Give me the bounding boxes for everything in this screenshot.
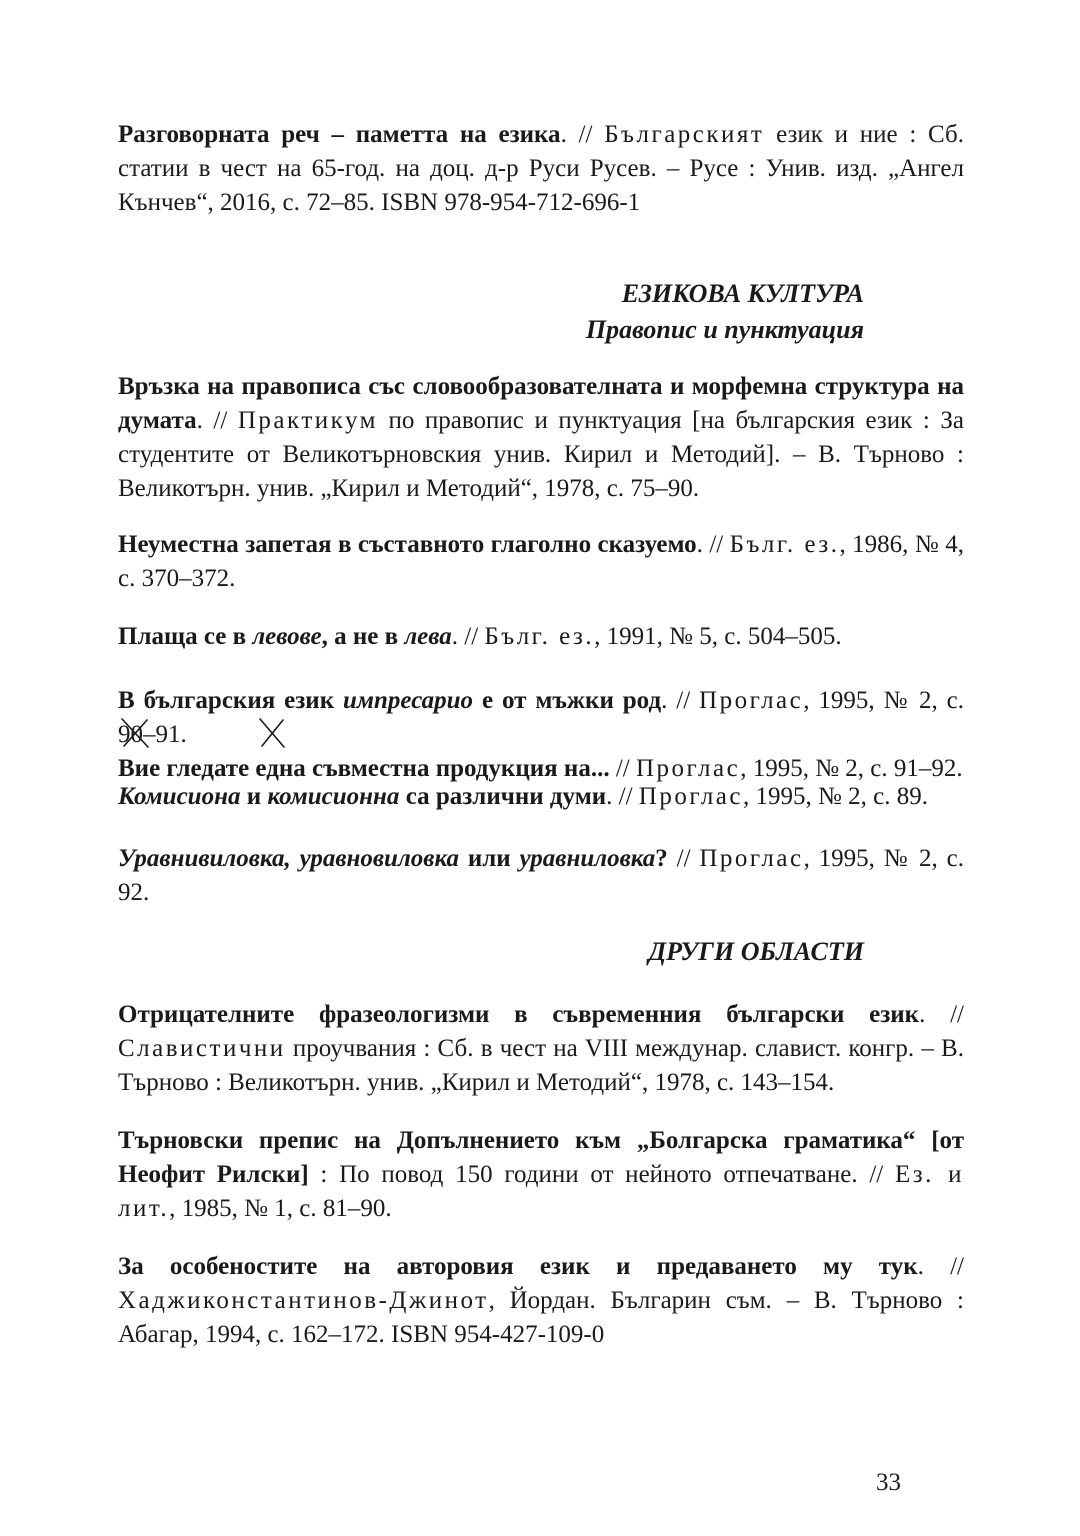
entry-separator: //	[667, 845, 700, 872]
bib-entry-uravnilovka	[118, 842, 964, 910]
entry-title-italic: Уравнивиловка	[118, 845, 285, 872]
entry-subtitle: : По повод 150 години от нейното отпечатване. //	[308, 1161, 895, 1188]
entry-details: , 1985, № 1, с. 81–90.	[169, 1195, 392, 1222]
entry-details: , Йордан. Българин съм. – В. Търново : Абагар, 1994, с. 162–172. ISBN 954-427-109-0	[118, 1287, 964, 1348]
bib-entry-vrazka	[118, 370, 964, 506]
entry-details: проучвания : Сб. в чест на VIII междунар. славист. конгр. – В. Търново : Великотърн. унив. „Кирил и Методий“, 1978, с. 143–154.	[118, 1035, 964, 1096]
section-subtitle: Правопис и пунктуация	[585, 315, 864, 344]
handwritten-cross-mark	[256, 716, 288, 750]
entry-title-italic: комисионна	[267, 783, 400, 810]
entry-source: Хаджиконстантинов-Джинот	[118, 1287, 489, 1314]
bib-entry-plashta	[118, 620, 964, 654]
entry-source: Бълг. ез.	[484, 623, 595, 650]
entry-title: Отрицателните фразеологизми в съвременния български език	[118, 1001, 920, 1028]
entry-title-italic: лева	[404, 623, 452, 650]
bib-entry-komisiona	[118, 780, 964, 814]
entry-separator: . //	[661, 687, 700, 714]
bib-entry-impresario	[118, 684, 964, 752]
entry-title-italic: левове	[252, 623, 322, 650]
entry-source: Практикум	[237, 407, 378, 434]
entry-details: , 1995, № 2, с. 91–92.	[740, 755, 963, 782]
entry-details: , 1986, № 4, с. 370–372.	[118, 531, 964, 592]
entry-title-part: Плаща се в	[118, 623, 253, 650]
bib-entry-otricatelni	[118, 998, 964, 1100]
entry-title: Връзка на правописа със словообразователната и морфемна структура на думата	[118, 373, 964, 434]
bib-entry-tarnovski	[118, 1124, 964, 1226]
entry-source: Бълг. ез.	[729, 531, 840, 558]
entry-title-part: или	[459, 845, 520, 872]
entry-source: Българският	[604, 121, 765, 148]
section-heading-ezikova-kultura	[586, 276, 864, 348]
entry-details: , 1991, № 5, с. 504–505.	[594, 623, 842, 650]
page-number: 33	[876, 1469, 901, 1496]
entry-title-italic: Комисиона	[118, 783, 241, 810]
entry-title: Вие гледате една съвместна продукция на...	[118, 755, 610, 782]
entry-title-italic: импресарио	[343, 687, 474, 714]
entry-title-part: В българския език	[118, 687, 343, 714]
entry-source: Проглас	[699, 687, 804, 714]
entry-separator: //	[609, 755, 636, 782]
entry-source: Проглас	[638, 783, 744, 810]
entry-title-italic: уравниловка	[519, 845, 656, 872]
bib-entry-osobenosti	[118, 1250, 964, 1352]
section-title: ЕЗИКОВА КУЛТУРА	[621, 279, 864, 308]
entry-title-part: ,	[284, 845, 300, 872]
entry-separator: . //	[451, 623, 485, 650]
entry-separator: . //	[606, 783, 639, 810]
entry-title: Неуместна запетая в съставното глаголно сказуемо	[118, 531, 697, 558]
entry-source: Ез. и лит.	[118, 1161, 964, 1222]
entry-separator: . //	[196, 407, 238, 434]
entry-source: Проглас	[699, 845, 804, 872]
entry-title: Разговорната реч – паметта на езика	[118, 121, 561, 148]
entry-details: , 1995, № 2, с. 89.	[743, 783, 928, 810]
entry-title: За особеностите на авторовия език и предаването му тук	[118, 1253, 918, 1280]
section-title: ДРУГИ ОБЛАСТИ	[648, 937, 864, 966]
entry-separator: . //	[917, 1253, 964, 1280]
entry-title-part: са различни думи	[399, 783, 607, 810]
entry-source: Проглас	[635, 755, 741, 782]
entry-title-part: ?	[655, 845, 668, 872]
handwritten-cross-mark	[118, 716, 152, 750]
entry-separator: . //	[560, 121, 605, 148]
entry-title-part: е от мъжки род	[473, 687, 662, 714]
entry-title-part: , а не в	[321, 623, 405, 650]
entry-details: език и ние : Сб. статии в чест на 65-год. на доц. д-р Руси Русев. – Русе : Унив. изд. „Ангел Кънчев“, 2016, с. 72–85. ISBN 978-954-712-696-1	[118, 121, 964, 216]
entry-source: Славистични	[118, 1035, 286, 1062]
entry-separator: . //	[696, 531, 730, 558]
entry-title-italic: уравновиловка	[299, 845, 459, 872]
entry-details: по правопис и пунктуация [на българския език : За студентите от Великотърновския унив. Кирил и Методий]. – В. Търново : Великотърн. унив. „Кирил и Методий“, 1978, с. 75–90.	[118, 407, 964, 502]
bib-entry-razgovornata	[118, 118, 964, 220]
entry-title: Търновски препис на Допълнението към „Болгарска граматика“ [от Неофит Рилски]	[118, 1127, 964, 1188]
entry-title-part: и	[240, 783, 268, 810]
bib-entry-group-proglas	[118, 684, 964, 786]
entry-separator: . //	[919, 1001, 964, 1028]
section-heading-drugi-oblasti	[648, 934, 864, 970]
entry-details: , 1995, № 2, с. 92.	[118, 845, 964, 906]
bib-entry-neumestna	[118, 528, 964, 596]
entry-details: , 1995, № 2, с. 90–91.	[118, 687, 964, 748]
